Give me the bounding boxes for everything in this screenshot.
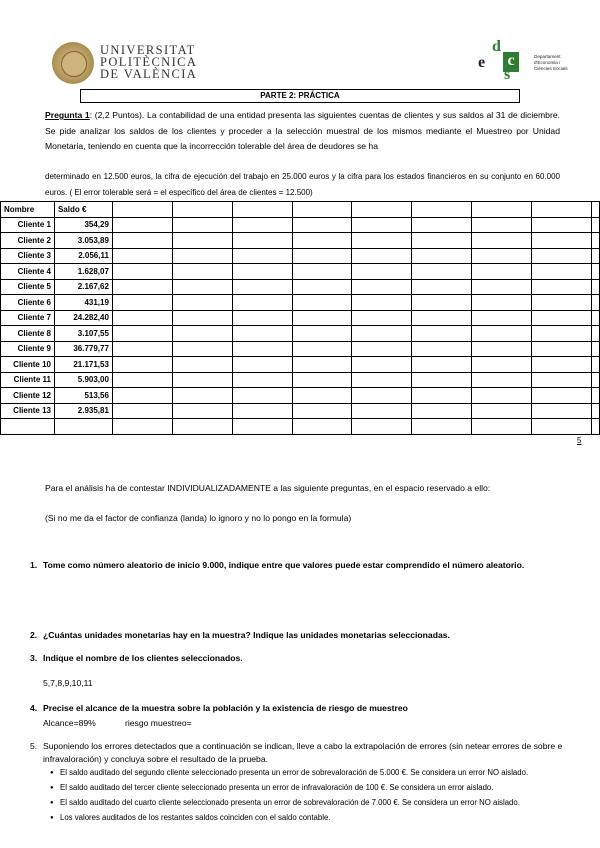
client-name-cell: Cliente 8 <box>1 326 55 342</box>
empty-cell <box>472 295 532 311</box>
empty-cell <box>412 264 472 280</box>
empty-cell <box>292 248 352 264</box>
empty-cell <box>352 388 412 404</box>
empty-cell <box>292 310 352 326</box>
client-saldo-cell: 1.628,07 <box>54 264 112 280</box>
empty-cell <box>591 233 599 249</box>
empty-cell <box>352 341 412 357</box>
empty-cell <box>232 357 292 373</box>
empty-cell <box>232 341 292 357</box>
table-row <box>1 248 600 264</box>
department-name: Departament d'Economia i Ciències Socials <box>534 54 568 71</box>
empty-cell <box>352 233 412 249</box>
empty-cell <box>352 264 412 280</box>
empty-cell <box>172 419 232 435</box>
empty-cell <box>172 341 232 357</box>
list-item: ● El saldo auditado del cuarto cliente seleccionado presenta un error de sobrevaloración de 7.000 €. Se considera un error NO aislado. <box>50 797 570 809</box>
empty-cell <box>412 233 472 249</box>
empty-cell <box>591 248 599 264</box>
empty-cell <box>591 341 599 357</box>
client-saldo-cell: 36.779,77 <box>54 341 112 357</box>
table-row <box>1 233 600 249</box>
client-saldo-cell: 24.282,40 <box>54 310 112 326</box>
university-name: UNIVERSITAT POLITÈCNICA DE VALÈNCIA <box>100 43 198 81</box>
empty-cell <box>172 372 232 388</box>
instructions-line-1: Para el análisis ha de contestar INDIVIDUALIZADAMENTE a las siguiente preguntas, en el espacio reservado a ello: <box>45 483 491 493</box>
empty-cell <box>232 217 292 233</box>
empty-cell <box>532 233 592 249</box>
empty-cell <box>412 372 472 388</box>
empty-cell <box>472 310 532 326</box>
answer-4-riesgo: riesgo muestreo= <box>125 718 192 728</box>
empty-cell <box>412 326 472 342</box>
client-name-cell: Cliente 2 <box>1 233 55 249</box>
empty-cell <box>472 248 532 264</box>
empty-cell <box>472 202 532 218</box>
client-name-cell: Cliente 5 <box>1 279 55 295</box>
client-saldo-cell: 21.171,53 <box>54 357 112 373</box>
empty-cell <box>412 403 472 419</box>
empty-cell <box>532 310 592 326</box>
empty-cell <box>591 419 599 435</box>
table-row <box>1 403 600 419</box>
empty-cell <box>352 279 412 295</box>
empty-cell <box>472 233 532 249</box>
empty-cell <box>112 326 172 342</box>
client-saldo-cell: 2.167,62 <box>54 279 112 295</box>
empty-cell <box>412 419 472 435</box>
empty-cell <box>292 295 352 311</box>
empty-cell <box>232 202 292 218</box>
empty-cell <box>112 310 172 326</box>
empty-cell <box>172 326 232 342</box>
decs-mark-icon: d e c s <box>478 40 522 84</box>
empty-cell <box>591 279 599 295</box>
empty-cell <box>112 403 172 419</box>
empty-cell <box>232 388 292 404</box>
empty-cell <box>532 388 592 404</box>
header-saldo: Saldo € <box>54 202 112 218</box>
empty-cell <box>232 233 292 249</box>
clients-table <box>0 201 600 435</box>
university-logo <box>52 42 198 86</box>
empty-cell <box>591 357 599 373</box>
empty-cell <box>292 357 352 373</box>
empty-cell <box>352 217 412 233</box>
empty-cell <box>112 372 172 388</box>
empty-cell <box>292 264 352 280</box>
list-item: ● Los valores auditados de los restantes saldos coinciden con el saldo contable. <box>50 812 570 824</box>
empty-cell <box>232 419 292 435</box>
empty-cell <box>532 403 592 419</box>
empty-cell <box>472 403 532 419</box>
client-name-cell: Cliente 1 <box>1 217 55 233</box>
empty-cell <box>352 403 412 419</box>
client-name-cell: Cliente 7 <box>1 310 55 326</box>
empty-cell <box>112 248 172 264</box>
empty-cell <box>54 419 112 435</box>
question-2: 2. ¿Cuántas unidades monetarias hay en la muestra? Indique las unidades monetarias seleccionadas. <box>30 630 450 640</box>
client-saldo-cell: 2.056,11 <box>54 248 112 264</box>
client-saldo-cell: 5.903,00 <box>54 372 112 388</box>
empty-cell <box>532 248 592 264</box>
empty-cell <box>352 357 412 373</box>
empty-cell <box>591 372 599 388</box>
empty-cell <box>472 357 532 373</box>
page-number: 5 <box>577 436 582 445</box>
empty-cell <box>232 310 292 326</box>
empty-cell <box>532 372 592 388</box>
empty-cell <box>232 248 292 264</box>
table-row <box>1 357 600 373</box>
empty-cell <box>112 217 172 233</box>
empty-cell <box>352 326 412 342</box>
client-name-cell: Cliente 12 <box>1 388 55 404</box>
client-saldo-cell: 431,19 <box>54 295 112 311</box>
instructions-line-2: (Si no me da el factor de confianza (landa) lo ignoro y no lo pongo en la formula) <box>45 513 352 523</box>
client-name-cell: Cliente 10 <box>1 357 55 373</box>
university-seal-icon <box>52 42 94 84</box>
empty-cell <box>172 295 232 311</box>
empty-cell <box>532 264 592 280</box>
empty-cell <box>352 202 412 218</box>
empty-cell <box>292 403 352 419</box>
empty-cell <box>532 326 592 342</box>
empty-cell <box>172 388 232 404</box>
client-name-cell: Cliente 6 <box>1 295 55 311</box>
client-saldo-cell: 3.107,55 <box>54 326 112 342</box>
empty-cell <box>591 403 599 419</box>
intro-text-1: : (2,2 Puntos). La contabilidad de una entidad presenta las siguientes cuentas de clientes y sus saldos al 31 de diciembre. Se pide analizar los saldos de los clientes y proceder a la selección muestral de los mismos mediante el Muestreo por Unidad Monetaria, teniendo en cuenta que la incorrección tolerable del área de deudores se ha <box>45 110 560 151</box>
answer-4-alcance: Alcance=89% <box>43 718 96 728</box>
table-row <box>1 217 600 233</box>
empty-cell <box>292 372 352 388</box>
empty-cell <box>591 295 599 311</box>
empty-cell <box>112 264 172 280</box>
list-item: ● El saldo auditado del tercer cliente seleccionado presenta un error de infravaloración de 100 €. Se considera un error aislado. <box>50 782 570 794</box>
empty-cell <box>352 295 412 311</box>
empty-cell <box>292 233 352 249</box>
empty-cell <box>472 419 532 435</box>
empty-cell <box>292 217 352 233</box>
empty-cell <box>412 357 472 373</box>
empty-cell <box>412 295 472 311</box>
empty-cell <box>412 279 472 295</box>
empty-cell <box>112 341 172 357</box>
intro-paragraph <box>45 108 560 155</box>
empty-cell <box>172 310 232 326</box>
table-row <box>1 341 600 357</box>
empty-cell <box>532 279 592 295</box>
table-row <box>1 419 600 435</box>
empty-cell <box>591 310 599 326</box>
client-name-cell: Cliente 9 <box>1 341 55 357</box>
error-list <box>50 767 570 827</box>
department-logo <box>478 40 588 85</box>
answer-3: 5,7,8,9,10,11 <box>43 678 93 688</box>
table-row <box>1 279 600 295</box>
empty-cell <box>412 310 472 326</box>
client-saldo-cell: 354,29 <box>54 217 112 233</box>
empty-cell <box>532 202 592 218</box>
empty-cell <box>412 217 472 233</box>
table-row <box>1 310 600 326</box>
empty-cell <box>412 341 472 357</box>
empty-cell <box>532 357 592 373</box>
empty-cell <box>472 326 532 342</box>
empty-cell <box>472 264 532 280</box>
table-row <box>1 388 600 404</box>
table-row <box>1 326 600 342</box>
empty-cell <box>112 295 172 311</box>
empty-cell <box>472 217 532 233</box>
empty-cell <box>172 248 232 264</box>
question-4: 4. Precise el alcance de la muestra sobre la población y la existencia de riesgo de muestreo <box>30 703 408 713</box>
empty-cell <box>292 279 352 295</box>
empty-cell <box>292 419 352 435</box>
empty-cell <box>232 372 292 388</box>
empty-cell <box>591 388 599 404</box>
list-item: ● El saldo auditado del segundo cliente seleccionado presenta un error de sobrevaloración de 5.000 €. Se considera un error NO aislado. <box>50 767 570 779</box>
empty-cell <box>352 372 412 388</box>
question-5: 5. Suponiendo los errores detectados que a continuación se indican, lleve a cabo la extrapolación de errores (sin netear errores de sobre e infravaloración) y concluya sobre el resultado de la prueba. <box>30 741 563 764</box>
client-saldo-cell: 2.935,81 <box>54 403 112 419</box>
empty-cell <box>472 279 532 295</box>
empty-cell <box>472 388 532 404</box>
header-nombre: Nombre <box>1 202 55 218</box>
table-row <box>1 295 600 311</box>
empty-cell <box>472 341 532 357</box>
empty-cell <box>232 264 292 280</box>
empty-cell <box>1 419 55 435</box>
empty-cell <box>292 341 352 357</box>
empty-cell <box>412 202 472 218</box>
empty-cell <box>172 217 232 233</box>
empty-cell <box>591 326 599 342</box>
client-name-cell: Cliente 3 <box>1 248 55 264</box>
empty-cell <box>172 357 232 373</box>
empty-cell <box>472 372 532 388</box>
empty-cell <box>112 357 172 373</box>
empty-cell <box>591 264 599 280</box>
empty-cell <box>532 217 592 233</box>
empty-cell <box>292 202 352 218</box>
empty-cell <box>292 388 352 404</box>
empty-cell <box>352 419 412 435</box>
empty-cell <box>172 403 232 419</box>
empty-cell <box>112 202 172 218</box>
empty-cell <box>232 279 292 295</box>
empty-cell <box>591 202 599 218</box>
table-row <box>1 202 600 218</box>
empty-cell <box>591 217 599 233</box>
client-name-cell: Cliente 11 <box>1 372 55 388</box>
section-banner: PARTE 2: PRÁCTICA <box>80 89 520 103</box>
empty-cell <box>112 233 172 249</box>
empty-cell <box>532 419 592 435</box>
empty-cell <box>112 279 172 295</box>
empty-cell <box>412 248 472 264</box>
client-saldo-cell: 513,56 <box>54 388 112 404</box>
empty-cell <box>292 326 352 342</box>
empty-cell <box>232 326 292 342</box>
empty-cell <box>352 310 412 326</box>
empty-cell <box>172 202 232 218</box>
empty-cell <box>232 295 292 311</box>
question-1: 1. Tome como número aleatorio de inicio 9.000, indique entre que valores puede estar comprendido el número aleatorio. <box>30 560 525 570</box>
client-saldo-cell: 3.053,89 <box>54 233 112 249</box>
empty-cell <box>112 419 172 435</box>
client-name-cell: Cliente 13 <box>1 403 55 419</box>
empty-cell <box>352 248 412 264</box>
empty-cell <box>532 341 592 357</box>
empty-cell <box>532 295 592 311</box>
empty-cell <box>232 403 292 419</box>
question-3: 3. Indique el nombre de los clientes seleccionados. <box>30 653 243 663</box>
question-label: Pregunta 1 <box>45 110 90 120</box>
table-row <box>1 372 600 388</box>
client-name-cell: Cliente 4 <box>1 264 55 280</box>
empty-cell <box>172 264 232 280</box>
empty-cell <box>112 388 172 404</box>
table-row <box>1 264 600 280</box>
intro-paragraph-2: determinado en 12.500 euros, la cifra de ejecución del trabajo en 25.000 euros y la cifra para los estados financieros en su conjunto en 60.000 euros. ( El error tolerable será = el específico del área de clientes = 12.500) <box>45 172 560 197</box>
empty-cell <box>172 279 232 295</box>
empty-cell <box>412 388 472 404</box>
empty-cell <box>172 233 232 249</box>
